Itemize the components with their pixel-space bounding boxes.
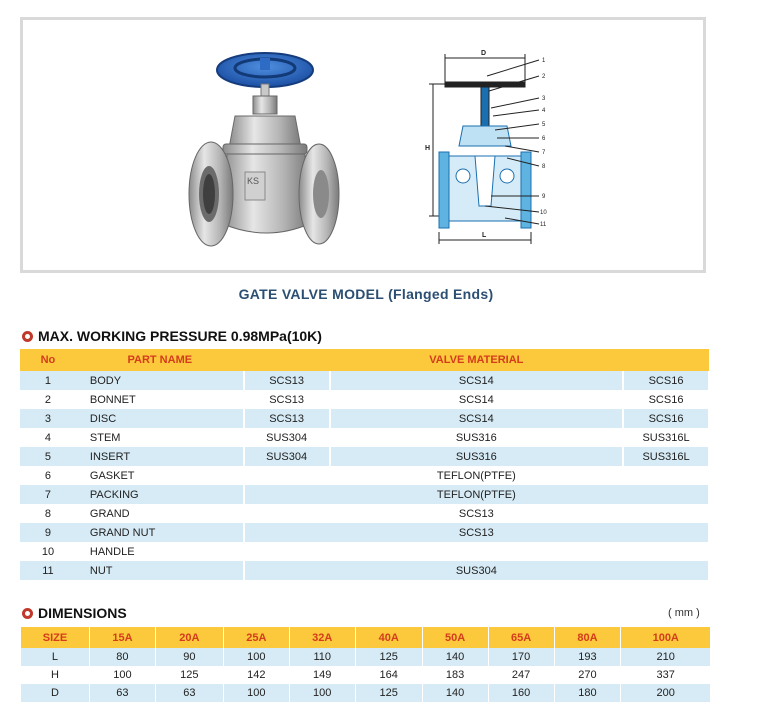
row-label: D (21, 684, 90, 702)
cell-value: 183 (422, 666, 488, 684)
cell-material: TEFLON(PTFE) (244, 466, 709, 485)
cell-material: SUS316L (623, 428, 709, 447)
cell-material: SCS14 (330, 390, 623, 409)
table-row (20, 485, 709, 504)
cell-value: 100 (89, 666, 155, 684)
callout-4: 4 (542, 108, 546, 114)
cell-value: 247 (488, 666, 554, 684)
cell-value: 140 (422, 648, 488, 666)
table-row (20, 504, 709, 523)
body-marking: KS (247, 176, 260, 186)
cell-material: SCS14 (330, 371, 623, 390)
cell-part: GRAND (76, 504, 244, 523)
cell-part: BODY (76, 371, 244, 390)
cell-value: 180 (554, 684, 621, 702)
callout-11: 11 (540, 222, 547, 228)
bullet-icon (22, 331, 33, 342)
drawing-label-d: D (481, 50, 487, 57)
cell-value: 270 (554, 666, 621, 684)
header-no: No (20, 349, 76, 371)
callout-9: 9 (542, 194, 546, 200)
callout-3: 3 (542, 96, 546, 102)
figure-caption: GATE VALVE MODEL (Flanged Ends) (238, 286, 494, 302)
cell-no: 1 (20, 371, 76, 390)
cell-part: INSERT (76, 447, 244, 466)
cell-part: DISC (76, 409, 244, 428)
cell-material: SUS304 (244, 428, 330, 447)
cell-no: 4 (20, 428, 76, 447)
cell-material: SCS13 (244, 523, 709, 542)
cell-no: 7 (20, 485, 76, 504)
header-size-value: 20A (155, 627, 223, 648)
cell-value: 160 (488, 684, 554, 702)
header-size-value: 50A (422, 627, 488, 648)
table-row (20, 447, 709, 466)
cell-value: 90 (155, 648, 223, 666)
cell-value: 164 (355, 666, 422, 684)
product-figure (20, 17, 706, 273)
cell-no: 10 (20, 542, 76, 561)
cell-value: 125 (355, 684, 422, 702)
table-row (21, 666, 711, 684)
cell-no: 5 (20, 447, 76, 466)
valve-photo (183, 44, 343, 256)
cell-value: 200 (621, 684, 710, 702)
cell-material: SUS304 (244, 561, 709, 580)
cell-value: 80 (89, 648, 155, 666)
table-row (20, 428, 709, 447)
cell-no: 9 (20, 523, 76, 542)
cell-value: 110 (289, 648, 355, 666)
header-size-value: 65A (488, 627, 554, 648)
table-row (20, 390, 709, 409)
cell-no: 3 (20, 409, 76, 428)
cell-material: SUS316 (330, 447, 623, 466)
material-table (20, 349, 710, 580)
cell-value: 210 (621, 648, 710, 666)
cell-value: 337 (621, 666, 710, 684)
cell-value: 193 (554, 648, 621, 666)
cell-value: 142 (223, 666, 289, 684)
callout-2: 2 (542, 74, 546, 80)
header-part-name: PART NAME (76, 349, 244, 371)
cell-material (244, 542, 709, 561)
callout-5: 5 (542, 122, 546, 128)
cell-material: SCS16 (623, 371, 709, 390)
header-size-value: 32A (289, 627, 355, 648)
table-row (20, 523, 709, 542)
cell-no: 8 (20, 504, 76, 523)
cell-material: SCS13 (244, 409, 330, 428)
cell-value: 100 (289, 684, 355, 702)
row-label: H (21, 666, 90, 684)
callout-8: 8 (542, 164, 546, 170)
cell-value: 100 (223, 648, 289, 666)
cell-value: 170 (488, 648, 554, 666)
cell-no: 2 (20, 390, 76, 409)
table-row (20, 542, 709, 561)
bullet-icon (22, 608, 33, 619)
cell-value: 100 (223, 684, 289, 702)
drawing-label-h: H (425, 145, 431, 152)
callout-1: 1 (542, 58, 546, 64)
unit-label: ( mm ) (668, 607, 700, 619)
cell-material: SCS16 (623, 409, 709, 428)
pressure-title-text: MAX. WORKING PRESSURE 0.98MPa(10K) (38, 328, 322, 344)
table-row (21, 684, 711, 702)
header-size: SIZE (21, 627, 90, 648)
cell-part: GASKET (76, 466, 244, 485)
cell-value: 149 (289, 666, 355, 684)
cell-material: SCS13 (244, 504, 709, 523)
dimensions-section-title (22, 605, 127, 621)
header-size-value: 80A (554, 627, 621, 648)
table-row (20, 561, 709, 580)
cell-part: NUT (76, 561, 244, 580)
table-header-row (20, 349, 709, 371)
cell-material: SUS316L (623, 447, 709, 466)
callout-7: 7 (542, 150, 546, 156)
header-size-value: 40A (355, 627, 422, 648)
cell-value: 125 (355, 648, 422, 666)
table-row (21, 648, 711, 666)
cell-material: SCS14 (330, 409, 623, 428)
cell-part: STEM (76, 428, 244, 447)
cell-part: HANDLE (76, 542, 244, 561)
cell-material: SUS304 (244, 447, 330, 466)
cell-part: GRAND NUT (76, 523, 244, 542)
cell-material: TEFLON(PTFE) (244, 485, 709, 504)
pressure-section-title (22, 328, 322, 344)
header-size-value: 100A (621, 627, 710, 648)
cell-part: BONNET (76, 390, 244, 409)
row-label: L (21, 648, 90, 666)
valve-cross-section-drawing (425, 46, 555, 246)
cell-material: SCS13 (244, 371, 330, 390)
cell-material: SCS16 (623, 390, 709, 409)
table-row (20, 409, 709, 428)
header-valve-material: VALVE MATERIAL (244, 349, 709, 371)
drawing-label-l: L (482, 232, 487, 239)
table-row (20, 466, 709, 485)
cell-no: 11 (20, 561, 76, 580)
cell-value: 140 (422, 684, 488, 702)
cell-material: SCS13 (244, 390, 330, 409)
cell-part: PACKING (76, 485, 244, 504)
cell-no: 6 (20, 466, 76, 485)
table-row (20, 371, 709, 390)
header-size-value: 25A (223, 627, 289, 648)
dimensions-title-text: DIMENSIONS (38, 605, 127, 621)
dimension-header-row (21, 627, 711, 648)
cell-value: 125 (155, 666, 223, 684)
callout-6: 6 (542, 136, 546, 142)
cell-value: 63 (155, 684, 223, 702)
cell-value: 63 (89, 684, 155, 702)
cell-material: SUS316 (330, 428, 623, 447)
callout-10: 10 (540, 210, 547, 216)
dimension-table (20, 627, 710, 702)
header-size-value: 15A (89, 627, 155, 648)
